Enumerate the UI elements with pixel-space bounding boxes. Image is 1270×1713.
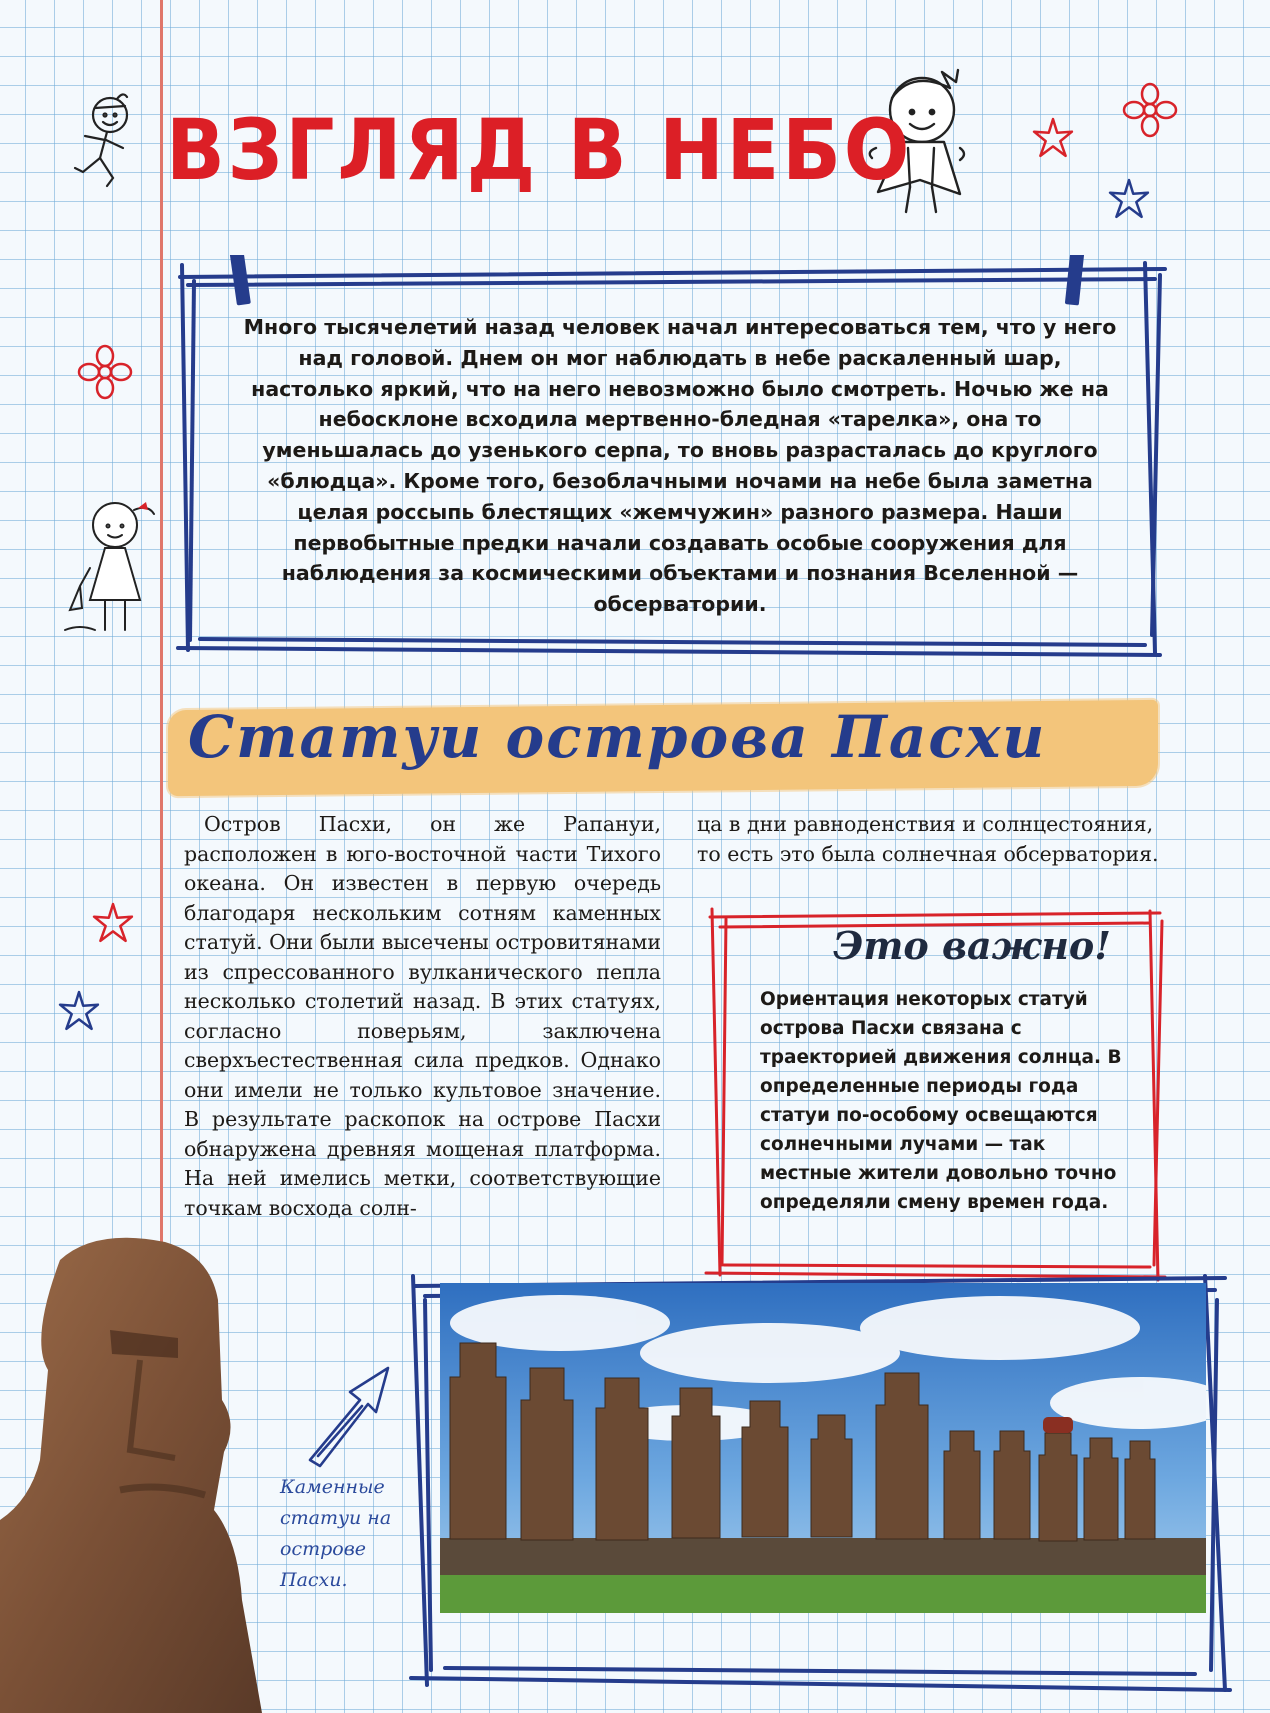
body-left-text: Остров Пасхи, он же Рапануи, расположен в юго-восточной части Тихого океана. Он известен в первую очередь благодаря нескольким сотням каменных статуй. Они были высечены островитянами из спрессованного вулканического пепла несколько столетий назад. В этих статуях, согласно поверьям, заключена сверхъестественная сила предков. Однако они имели не только культовое значение. В результате раскопок на острове Пасхи обнаружена древняя мощеная платформа. На ней имелись метки, соответствующие точкам восхода солн-	[184, 812, 661, 1220]
important-text: Ориентация некоторых статуй острова Пасхи связана с траекторией движения солнца. В определенные периоды года статуи по-особому освещаются солнечными лучами — так местные жители довольно точно определяли смену времен года.	[760, 989, 1122, 1213]
arrow-icon	[300, 1360, 400, 1470]
body-column-right: ца в дни равноденствия и солнцестояния, то есть это была солнечная обсерватория.	[697, 812, 1159, 866]
page-title: ВЗГЛЯД В НЕБО	[166, 101, 913, 199]
moai-statue	[0, 1220, 275, 1713]
running-boy-doodle	[55, 90, 155, 200]
intro-paragraph: Много тысячелетий назад человек начал интересоваться тем, что у него над головой. Днем он мог наблюдать в небе раскаленный шар, настолько яркий, что на него невозможно было смотреть. Ночью же на небосклоне всходила мертвенно-бледная «тарелка», она то уменьшалась до узенького серпа, то вновь разрасталась до круглого «блюдца». Кроме того, безоблачными ночами на небе была заметна целая россыпь блестящих «жемчужин» разного размера. Наши первобытные предки начали создавать особые сооружения для наблюдения за космическими объектами и познания Вселенной — обсерватории.	[243, 315, 1117, 617]
girl-umbrella-doodle	[60, 490, 165, 650]
flower-icon	[75, 342, 135, 402]
star-icon	[58, 990, 100, 1032]
star-icon	[1032, 117, 1074, 159]
important-title: Это важно!	[833, 923, 1111, 968]
section-title: Статуи острова Пасхи	[188, 703, 1047, 771]
star-icon	[92, 902, 134, 944]
flower-icon	[1120, 80, 1180, 140]
moai-platform-photo	[440, 1283, 1206, 1613]
star-icon	[1108, 178, 1150, 220]
body-column-left	[184, 810, 661, 1223]
photo-caption: Каменные статуи на острове Пасхи.	[280, 1476, 392, 1591]
